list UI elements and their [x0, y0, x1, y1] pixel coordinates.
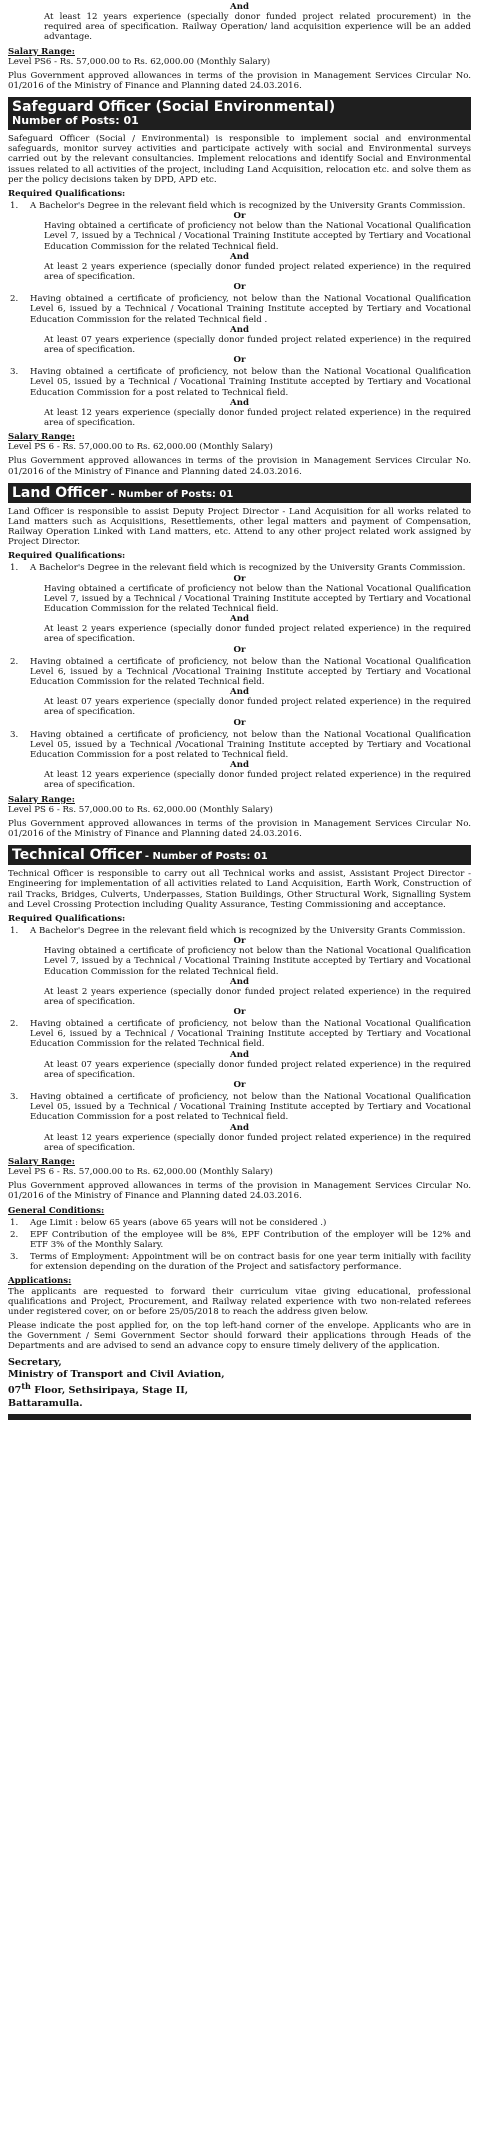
experience-text: At least 07 years experience (specially donor funded project related experience) in the required area of specification. [44, 1059, 471, 1080]
experience-text: At least 12 years experience (specially donor funded project related experience) in the required area of specification. [44, 1132, 471, 1153]
applications-text: Please indicate the post applied for, on the top left-hand corner of the envelope. Applicants who are in the Government / Semi Government Sector should forward their applications through Heads of the Departments and are advised to send an advance copy to ensure timely delivery of the application. [8, 1321, 471, 1352]
list-item: 2. EPF Contribution of the employee will be 8%, EPF Contribution of the employer will be 12% and ETF 3% of the Monthly Salary. [10, 1229, 471, 1251]
section-banner-land [8, 483, 471, 503]
applications-heading: Applications: [8, 1276, 72, 1287]
or-label: Or [233, 211, 246, 222]
salary-text: Level PS 6 - Rs. 57,000.00 to Rs. 62,000.00 (Monthly Salary) [8, 1167, 273, 1178]
list-item: 2. Having obtained a certificate of proficiency, not below than the National Vocational Qualification Level 6, issued by a Technical / Vocational Training Institute accepted by Tertiary and Vocational Education Commission for the related Technical field . [10, 294, 471, 325]
list-item: 3. Having obtained a certificate of proficiency, not below than the National Vocational Qualification Level 05, issued by a Technical / Vocational Training Institute accepted by Tertiary and Vocational Education Commission for a post related to Technical field. [10, 367, 471, 398]
posts-count: - Number of Posts: 01 [110, 488, 234, 500]
salary-heading: Salary Range: [8, 432, 75, 443]
role-description: Safeguard Officer (Social / Environmental) is responsible to implement social and environmental safeguards, monitor survey activities and participate actively with social and Environmental surveys carried out by the relevant consultancies. Implement relocations and identify Social and Environmental issues related to all activities of the project, including Land Acquisition, relocation etc. and solve them as per the policy decisions taken by DPD, APD etc. [8, 134, 471, 185]
salary-text: Level PS 6 - Rs. 57,000.00 to Rs. 62,000.00 (Monthly Salary) [8, 442, 273, 453]
experience-text: At least 07 years experience (specially donor funded project related experience) in the required area of specification. [44, 697, 471, 718]
and-label: And [230, 251, 249, 262]
salary-heading: Salary Range: [8, 794, 75, 805]
and-label: And [230, 687, 249, 698]
and-label: And [230, 614, 249, 625]
role-description: Technical Officer is responsible to carry out all Technical works and assist, Assistant Project Director - Engineering for implementation of all activities related to Land Acquisition, Earth Work, Construction of rail Tracks, Bridges, Culverts, Underpasses, Station Buildings, Other Structural Work, Signalling System and Level Crossing Protection including Quality Assurance, Testing Commissioning and acceptance. [8, 869, 471, 910]
or-label: Or [233, 717, 246, 728]
vacancy-notice [8, 0, 471, 1420]
role-description: Land Officer is responsible to assist Deputy Project Director - Land Acquisition for all works related to Land matters such as Acquisitions, Resettlements, other legal matters and payment of Compensation, Railway Operation Linked with Land matters, etc. Attend to any other project related work assigned by Project Director. [8, 506, 471, 548]
salary-text: Level PS 6 - Rs. 57,000.00 to Rs. 62,000.00 (Monthly Salary) [8, 804, 273, 815]
experience-text: At least 12 years experience (specially donor funded project related procurement) in the required area of specification. Railway Operation/ land acquisition experience will be an added advantage. [44, 12, 471, 43]
address-line: Secretary, [8, 1357, 62, 1369]
address-line: Ministry of Transport and Civil Aviation, [8, 1369, 225, 1381]
list-item: 1. A Bachelor's Degree in the relevant field which is recognized by the University Grants Commission. [10, 201, 466, 212]
allowance-text: Plus Government approved allowances in terms of the provision in Management Services Circular No. 01/2016 of the Ministry of Finance and Planning dated 24.03.2016. [8, 1181, 471, 1202]
and-label: And [230, 324, 249, 335]
posts-count: - Number of Posts: 01 [144, 851, 268, 863]
posts-count: Number of Posts: 01 [12, 114, 139, 128]
and-label: And [230, 397, 249, 408]
allowance-text: Plus Government approved allowances in terms of the provision in Management Services Circular No. 01/2016 of the Ministry of Finance and Planning dated 24.03.2016. [8, 818, 471, 839]
qualification-text: Having obtained a certificate of proficiency not below than the National Vocational Qualification Level 7, issued by a Technical / Vocational Training Institute accepted by Tertiary and Vocational Education Commission for the related Technical field. [44, 946, 471, 977]
and-label: And [230, 760, 249, 771]
and-label: And [230, 2, 249, 12]
section-banner-technical [8, 845, 471, 865]
qualification-text: Having obtained a certificate of proficiency not below than the National Vocational Qualification Level 7, issued by a Technical / Vocational Training Institute accepted by Tertiary and Vocational Education Commission for the related Technical field. [44, 583, 471, 615]
list-item: 2. Having obtained a certificate of proficiency, not below than the National Vocational Qualification Level 6, issued by a Technical /Vocational Training Institute accepted by Tertiary and Vocational Education Commission for the related Technical field. [10, 656, 471, 688]
qualifications-heading: Required Qualifications: [8, 551, 126, 562]
and-label: And [230, 1122, 249, 1133]
allowance-text: Plus Government approved allowances in terms of the provision in Management Services Circular No. 01/2016 of the Ministry of Finance and Planning dated 24.03.2016. [8, 456, 471, 477]
experience-text: At least 12 years experience (specially donor funded project related experience) in the required area of specification. [44, 407, 471, 428]
address-line: Battaramulla. [8, 1397, 83, 1409]
list-item: 2. Having obtained a certificate of proficiency, not below than the National Vocational Qualification Level 6, issued by a Technical / Vocational Training Institute accepted by Tertiary and Vocational Education Commission for the related Technical field. [10, 1019, 471, 1050]
section-title: Safeguard Officer (Social Environmental) [12, 99, 336, 116]
footer-bar [8, 1414, 471, 1420]
experience-text: At least 2 years experience (specially donor funded project related experience) in the required area of specification. [44, 986, 471, 1007]
section-title: Technical Officer [12, 847, 142, 864]
experience-text: At least 2 years experience (specially donor funded project related experience) in the required area of specification. [44, 624, 471, 645]
list-item: 1. A Bachelor's Degree in the relevant field which is recognized by the University Grants Commission. [10, 925, 466, 936]
applications-text: The applicants are requested to forward their curriculum vitae giving educational, professional qualifications and Project, Procurement, and Railway related experience with two non-related referees under registered cover, on or before 25/05/2018 to reach the address given below. [8, 1286, 471, 1317]
experience-text: At least 12 years experience (specially donor funded project related experience) in the required area of specification. [44, 770, 471, 791]
list-item: 3. Having obtained a certificate of proficiency, not below than the National Vocational Qualification Level 05, issued by a Technical / Vocational Training Institute accepted by Tertiary and Vocational Education Commission for a post related to Technical field. [10, 1092, 471, 1123]
qualifications-heading: Required Qualifications: [8, 913, 126, 924]
or-label: Or [233, 936, 246, 947]
or-label: Or [233, 573, 246, 584]
list-item: 1. A Bachelor's Degree in the relevant field which is recognized by the University Grants Commission. [10, 563, 466, 574]
or-label: Or [233, 1007, 246, 1018]
list-item: 1. Age Limit : below 65 years (above 65 years will not be considered .) [10, 1217, 327, 1228]
experience-text: At least 2 years experience (specially donor funded project related experience) in the required area of specification. [44, 261, 471, 283]
list-item: 3. Terms of Employment: Appointment will be on contract basis for one year term initially with facility for extension depending on the duration of the Project and satisfactory performance. [10, 1252, 471, 1273]
experience-text: At least 07 years experience (specially donor funded project related experience) in the required area of specification. [44, 334, 471, 355]
or-label: Or [233, 1080, 246, 1091]
section-title: Land Officer [12, 484, 108, 501]
and-label: And [230, 976, 249, 987]
section-banner-safeguard [8, 97, 471, 130]
address-line: 07th Floor, Sethsiripaya, Stage II, [8, 1381, 189, 1397]
or-label: Or [233, 644, 246, 655]
and-label: And [230, 1049, 249, 1060]
salary-heading: Salary Range: [8, 46, 75, 57]
postal-address [8, 1357, 471, 1409]
list-item: 3. Having obtained a certificate of proficiency, not below than the National Vocational Qualification Level 05, issued by a Technical /Vocational Training Institute accepted by Tertiary and Vocational Education Commission for a post related to Technical field. [10, 729, 471, 761]
general-conditions-heading: General Conditions: [8, 1205, 105, 1216]
qualification-text: Having obtained a certificate of proficiency not below than the National Vocational Qualification Level 7, issued by a Technical / Vocational Training Institute accepted by Tertiary and Vocational Education Commission for the related Technical field. [44, 221, 471, 252]
salary-heading: Salary Range: [8, 1157, 75, 1168]
or-label: Or [233, 282, 246, 293]
salary-text: Level PS6 - Rs. 57,000.00 to Rs. 62,000.00 (Monthly Salary) [8, 56, 271, 67]
or-label: Or [233, 355, 246, 366]
allowance-text: Plus Government approved allowances in terms of the provision in Management Services Circular No. 01/2016 of the Ministry of Finance and Planning dated 24.03.2016. [8, 70, 471, 91]
qualifications-heading: Required Qualifications: [8, 188, 126, 199]
